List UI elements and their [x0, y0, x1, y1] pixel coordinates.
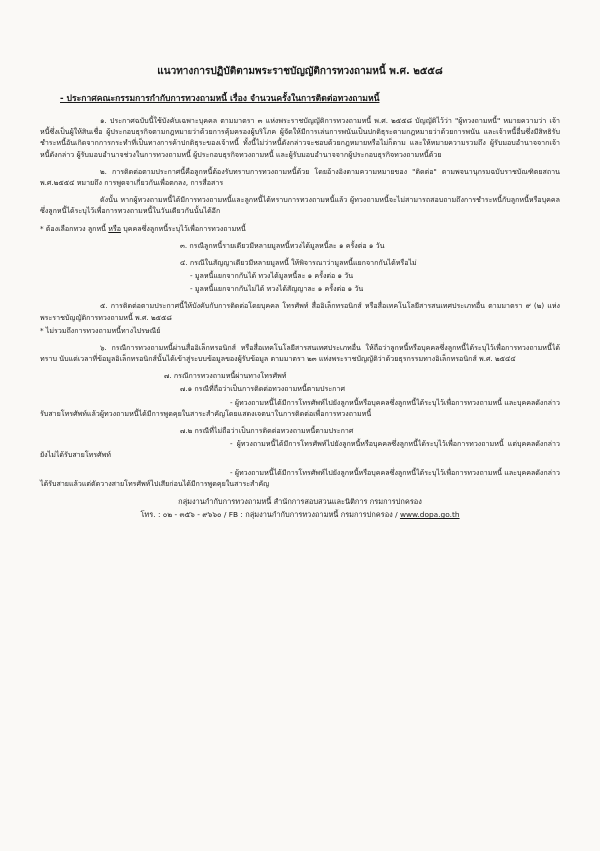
footer-contact-text: โทร. : ๐๒ - ๓๕๖ - ๙๖๖๐ / FB : กลุ่มงานกำกับการทวงถามหนี้ กรมการปกครอง /: [140, 510, 400, 520]
note-suffix: บุคคลซึ่งลูกหนี้ระบุไว้เพื่อการทวงถามหนี้: [121, 223, 246, 233]
item-7-1: ๗.๑ กรณีที่ถือว่าเป็นการติดต่อทวงถามหนี้ตามประกาศ: [180, 384, 345, 394]
item-4a: - มูลหนี้แยกจากกันได้ ทวงได้มูลหนี้ละ ๑ ครั้งต่อ ๑ วัน: [190, 271, 354, 281]
website-link[interactable]: www.dopa.go.th: [399, 510, 460, 520]
paragraph-5: ๕. การติดต่อตามประกาศนี้ให้บังคับกับการติดต่อโดยบุคคล โทรศัพท์ สื่ออิเล็กทรอนิกส์ หรือสื่อเทคโนโลยีสารสนเทศประเภทอื่น ตามมาตรา ๙ (๒) แห่งพระราชบัญญัติการทวงถามหนี้ พ.ศ. ๒๕๕๘: [40, 301, 560, 322]
item-7-2-b: - ผู้ทวงถามหนี้ได้มีการโทรศัพท์ไปยังลูกหนี้หรือบุคคลซึ่งลูกหนี้ได้ระบุไว้เพื่อการทวงถามหนี้ และบุคคลดังกล่าวได้รับสายแล้วแต่ตัดวางสายโทรศัพท์ไปเสียก่อนได้มีการพูดคุยในสาระสำคัญ: [40, 467, 560, 488]
item-7-2-a: - ผู้ทวงถามหนี้ได้มีการโทรศัพท์ไปยังลูกหนี้หรือบุคคลซึ่งลูกหนี้ได้ระบุไว้เพื่อการทวงถามหนี้ แต่บุคคลดังกล่าวยังไม่ได้รับสายโทรศัพท์: [40, 439, 560, 460]
item-4b: - มูลหนี้แยกจากกันไม่ได้ ทวงได้สัญญาละ ๑ ครั้งต่อ ๑ วัน: [190, 284, 364, 294]
item-4: ๔. กรณีในสัญญาเดียวมีหลายมูลหนี้ ให้พิจารณาว่ามูลหนี้แยกจากกันได้หรือไม่: [180, 257, 417, 267]
note-or: หรือ: [108, 223, 122, 233]
item-7: ๗. กรณีการทวงถามหนี้ผ่านทางโทรศัพท์: [164, 371, 287, 381]
footer-office: กลุ่มงานกำกับการทวงถามหนี้ สำนักการสอบสวนและนิติการ กรมการปกครอง: [178, 497, 422, 507]
document-title: แนวทางการปฏิบัติตามพระราชบัญญัติการทวงถามหนี้ พ.ศ. ๒๕๕๘: [157, 66, 443, 77]
item-7-2: ๗.๒ กรณีที่ไม่ถือว่าเป็นการติดต่อทวงถามหนี้ตามประกาศ: [180, 426, 354, 436]
paragraph-2: ๒. การติดต่อตามประกาศนี้คือลูกหนี้ต้องรับทราบการทวงถามหนี้ด้วย โดยอ้างอิงตามความหมายของ "ติดต่อ" ตามพจนานุกรมฉบับราชบัณฑิตยสถาน พ.ศ.๒๕๕๔ หมายถึง การพูดจาเกี่ยวกันเพื่อตกลง, การสื่อสาร: [40, 166, 560, 188]
footer-contact: [40, 508, 560, 521]
paragraph-1: ๑. ประกาศฉบับนี้ใช้บังคับเฉพาะบุคคล ตามมาตรา ๓ แห่งพระราชบัญญัติการทวงถามหนี้ พ.ศ. ๒๕๕๘ บัญญัติไว้ว่า "ผู้ทวงถามหนี้" หมายความว่า เจ้าหนี้ซึ่งเป็นผู้ให้สินเชื่อ ผู้ประกอบธุรกิจตามกฎหมายว่าด้วยการคุ้มครองผู้บริโภค ผู้จัดให้มีการเล่นการพนันเป็นปกติธุระตามกฎหมายว่าด้วยการพนัน และเจ้าหนี้อื่นซึ่งมีสิทธิรับชำระหนี้อันเกิดจากการกระทำที่เป็นทางการค้าปกติธุระของเจ้าหนี้ ทั้งนี้ไม่ว่าหนี้ดังกล่าวจะชอบด้วยกฎหมายหรือไม่ก็ตาม และให้หมายความรวมถึง ผู้รับมอบอำนาจจากเจ้าหนี้ดังกล่าว ผู้รับมอบอำนาจช่วงในการทวงถามหนี้ ผู้ประกอบธุรกิจทวงถามหนี้ และผู้รับมอบอำนาจจากผู้ประกอบธุรกิจทวงถามหนี้ด้วย: [40, 116, 560, 159]
paragraph-6: ๖. กรณีการทวงถามหนี้ผ่านสื่ออิเล็กทรอนิกส์ หรือสื่อเทคโนโลยีสารสนเทศประเภทอื่น ให้ถือว่าลูกหนี้หรือบุคคลซึ่งลูกหนี้ได้ระบุไว้เพื่อการทวงถามหนี้ได้ทราบ นับแต่เวลาที่ข้อมูลอิเล็กทรอนิกส์นั้นได้เข้าสู่ระบบข้อมูลของผู้รับข้อมูล ตามมาตรา ๒๓ แห่งพระราชบัญญัติว่าด้วยธุรกรรมทางอิเล็กทรอนิกส์ พ.ศ. ๒๕๔๔: [40, 342, 560, 364]
note-choose-target: [40, 223, 560, 234]
footer: [40, 495, 560, 521]
note-prefix: * ต้องเลือกทวง ลูกหนี้: [40, 223, 109, 233]
note-mail-excluded: * ไม่รวมถึงการทวงถามหนี้ทางไปรษณีย์: [40, 325, 161, 335]
item-3: ๓. กรณีลูกหนี้รายเดียวมีหลายมูลหนี้ทวงได้มูลหนี้ละ ๑ ครั้งต่อ ๑ วัน: [180, 240, 385, 250]
paragraph-3: ดังนั้น หากผู้ทวงถามหนี้ได้มีการทวงถามหนี้และลูกหนี้ได้ทราบการทวงถามหนี้แล้ว ผู้ทวงถามหนี้จะไม่สามารถสอบถามถึงการชำระหนี้กับลูกหนี้หรือบุคคลซึ่งลูกหนี้ได้ระบุไว้เพื่อการทวงถามหนี้ในวันเดียวกันนั้นได้อีก: [40, 195, 560, 216]
document-subtitle: - ประกาศคณะกรรมการกำกับการทวงถามหนี้ เรื่อง จำนวนครั้งในการติดต่อทวงถามหนี้: [60, 94, 380, 104]
item-7-1-a: - ผู้ทวงถามหนี้ได้มีการโทรศัพท์ไปยังลูกหนี้หรือบุคคลซึ่งลูกหนี้ได้ระบุไว้เพื่อการทวงถามหนี้ และบุคคลดังกล่าวรับสายโทรศัพท์แล้วผู้ทวงถามหนี้ได้มีการพูดคุยในสาระสำคัญโดยแสดงเจตนาในการติดต่อเพื่อการทวงถามหนี้: [40, 397, 560, 418]
